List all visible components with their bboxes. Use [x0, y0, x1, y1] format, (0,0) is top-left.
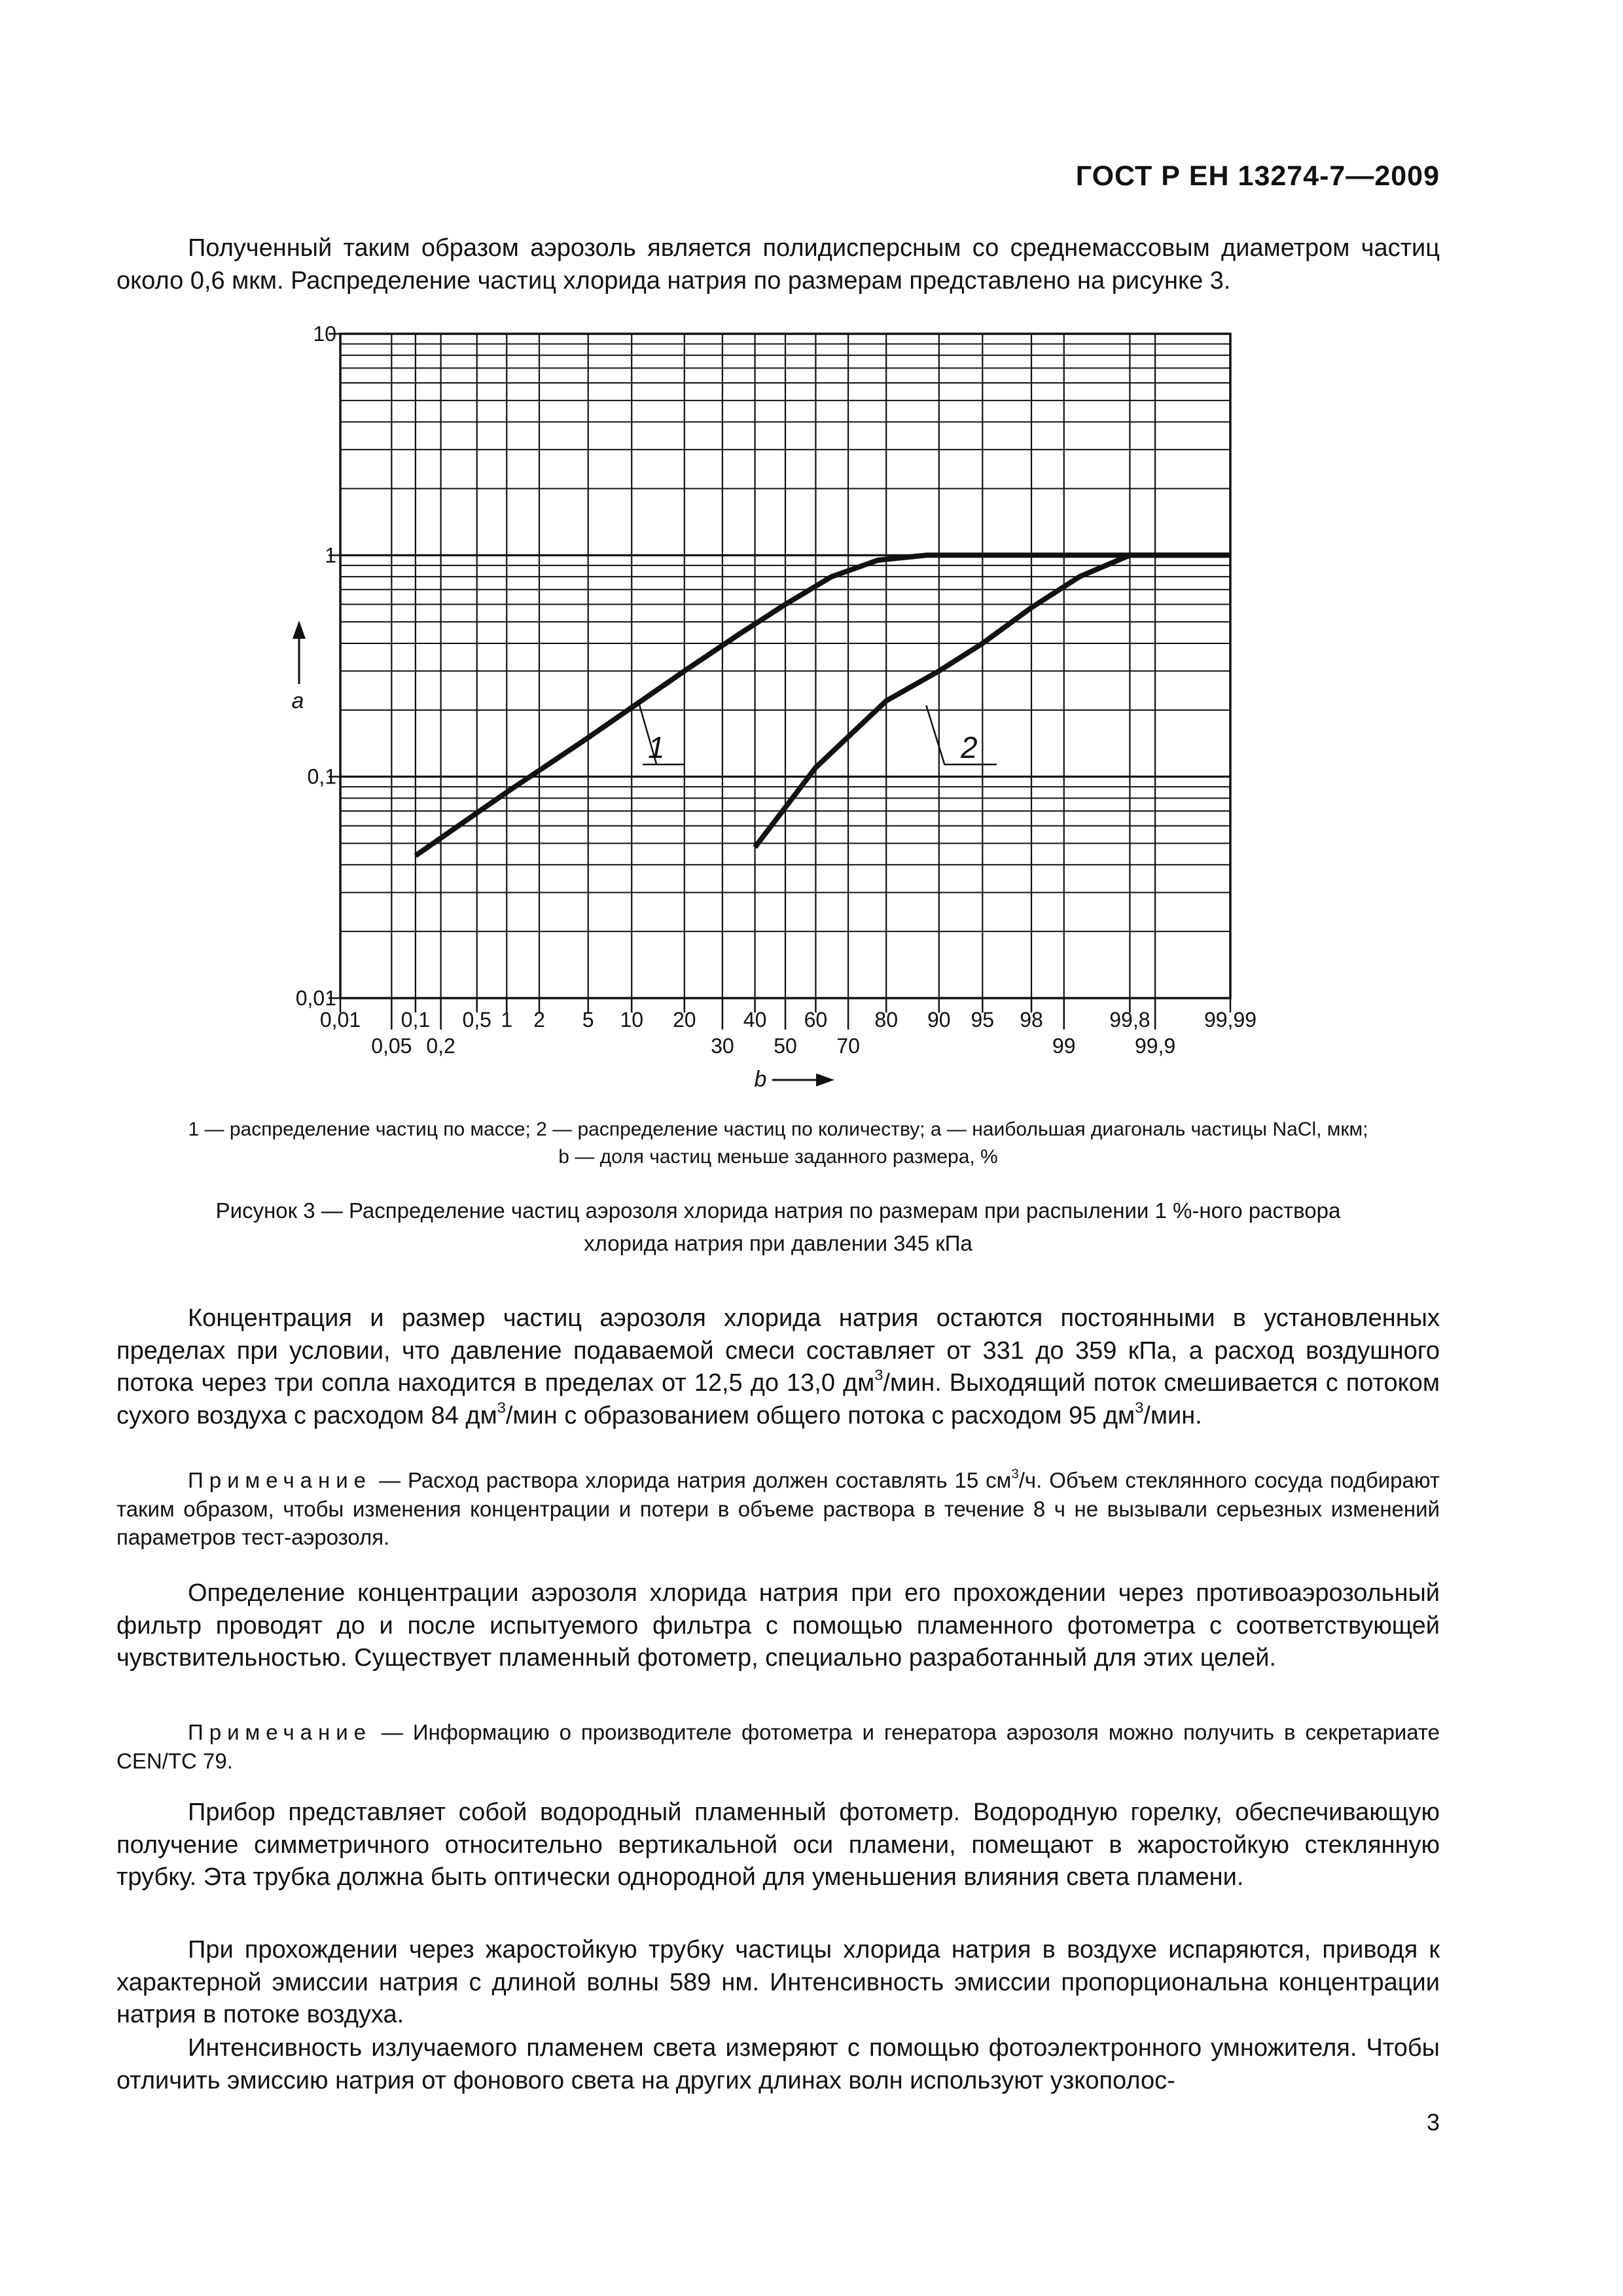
- x-axis-arrow-head: [816, 1073, 834, 1086]
- x-tick-label: 99,99: [1204, 1008, 1257, 1031]
- x-tick-label: 2: [533, 1008, 545, 1031]
- x-axis-label: b: [754, 1067, 767, 1092]
- x-tick-label: 70: [836, 1034, 860, 1058]
- note1-text-2: /ч. Объем стеклянного сосуда подбирают таким образом, чтобы изменения концентрации и потери в объеме раствора в течение 8 ч не вызывали серьезных изменений параметров тест-аэрозоля.: [116, 1468, 1440, 1549]
- x-tick-label: 90: [927, 1008, 951, 1031]
- figure-legend: [116, 1116, 1440, 1171]
- legend-line-2: b — доля частиц меньше заданного размера, %: [558, 1146, 998, 1168]
- y-tick-label: 1: [325, 543, 336, 567]
- x-tick-label: 0,5: [462, 1008, 491, 1031]
- concentration-sup-3: 3: [1135, 1399, 1144, 1416]
- x-tick-label: 40: [743, 1008, 767, 1031]
- particle-size-distribution-chart: [0, 0, 1623, 1113]
- curve-2-label: 2: [961, 730, 978, 764]
- x-tick-label: 99: [1052, 1034, 1076, 1058]
- paragraph-concentration: [116, 1302, 1440, 1432]
- concentration-text-2: /мин. Выходящий поток смешивается с потоком сухого воздуха с расходом 84 дм: [116, 1369, 1440, 1429]
- note-label: Примечание: [188, 1720, 372, 1744]
- note-solution-flow: [116, 1466, 1440, 1552]
- concentration-sup-1: 3: [874, 1366, 883, 1384]
- caption-line-1: Рисунок 3 — Распределение частиц аэрозоля хлорида натрия по размерам при распылении 1 %-ного раствора: [215, 1198, 1341, 1223]
- page-number: 3: [1426, 2109, 1440, 2136]
- paragraph-intensity: Интенсивность излучаемого пламенем света измеряют с помощью фотоэлектронного умножителя. Чтобы отличить эмиссию натрия от фонового света на других длинах волн используют узкополос-: [116, 2034, 1440, 2094]
- legend-line-1: 1 — распределение частиц по массе; 2 — распределение частиц по количеству; a — наибольшая диагональ частицы NaCl, мкм;: [188, 1119, 1368, 1140]
- concentration-text-4: /мин.: [1143, 1401, 1202, 1429]
- chart-grid: [329, 334, 1230, 1030]
- x-tick-label: 95: [971, 1008, 995, 1031]
- note-label: Примечание: [188, 1468, 372, 1492]
- x-tick-label: 1: [501, 1008, 513, 1031]
- note1-sup: 3: [1011, 1466, 1019, 1482]
- document-header: ГОСТ Р ЕН 13274-7—2009: [1075, 160, 1440, 192]
- curve-series-2: [755, 555, 1230, 847]
- caption-line-2: хлорида натрия при давлении 345 кПа: [584, 1231, 972, 1255]
- note2-text: — Информацию о производителе фотометра и генератора аэрозоля можно получить в секретариате CEN/TC 79.: [116, 1720, 1440, 1773]
- x-tick-label: 30: [711, 1034, 734, 1058]
- note-manufacturer: [116, 1718, 1440, 1775]
- paragraph-intro: Полученный таким образом аэрозоль является полидисперсным со среднемассовым диаметром частиц около 0,6 мкм. Распределение частиц хлорида натрия по размерам представлено на рисунке 3.: [116, 234, 1440, 295]
- note1-text-1: — Расход раствора хлорида натрия должен составлять 15 см: [372, 1468, 1012, 1492]
- x-tick-label: 0,1: [401, 1008, 431, 1031]
- x-tick-label: 0,2: [426, 1034, 455, 1058]
- x-tick-label: 10: [620, 1008, 643, 1031]
- y-axis-label: a: [291, 689, 304, 713]
- curve-1-label: 1: [648, 730, 665, 764]
- y-tick-label: 0,1: [307, 764, 336, 789]
- x-tick-label: 0,01: [319, 1008, 361, 1031]
- concentration-text-3: /мин с образованием общего потока с расходом 95 дм: [505, 1401, 1135, 1429]
- x-tick-label: 0,05: [371, 1034, 412, 1058]
- figure-caption: [116, 1194, 1440, 1260]
- y-tick-label: 0,01: [295, 986, 336, 1010]
- x-tick-label: 50: [774, 1034, 797, 1058]
- paragraph-device: Прибор представляет собой водородный пламенный фотометр. Водородную горелку, обеспечивающую получение симметричного относительно вертикальной оси пламени, помещают в жаростойкую стеклянную трубку. Эта трубка должна быть оптически однородной для уменьшения влияния света пламени.: [116, 1799, 1440, 1891]
- x-tick-label: 98: [1020, 1008, 1043, 1031]
- y-axis-arrow-head: [293, 620, 306, 639]
- x-tick-label: 20: [672, 1008, 696, 1031]
- x-tick-label: 5: [582, 1008, 594, 1031]
- chart-tick-labels: [296, 322, 1257, 1058]
- paragraph-passage: При прохождении через жаростойкую трубку частицы хлорида натрия в воздухе испаряются, приводя к характерной эмиссии натрия с длиной волны 589 нм. Интенсивность эмиссии пропорциональна концентрации натрия в потоке воздуха.: [116, 1936, 1440, 2028]
- x-tick-label: 60: [804, 1008, 828, 1031]
- concentration-sup-2: 3: [497, 1399, 506, 1416]
- x-tick-label: 80: [874, 1008, 899, 1031]
- x-tick-label: 99,9: [1134, 1034, 1176, 1058]
- y-tick-label: 10: [313, 322, 336, 346]
- concentration-text-1: Концентрация и размер частиц аэрозоля хлорида натрия остаются постоянными в установленных пределах при условии, что давление подаваемой смеси составляет от 331 до 359 кПа, а расход воздушного потока через три сопла находится в пределах от 12,5 до 13,0 дм: [116, 1304, 1440, 1397]
- paragraph-determination: Определение концентрации аэрозоля хлорида натрия при его прохождении через противоаэрозольный фильтр проводят до и после испытуемого фильтра с помощью пламенного фотометра с соответствующей чувствительностью. Существует пламенный фотометр, специально разработанный для этих целей.: [116, 1579, 1440, 1672]
- x-tick-label: 99,8: [1109, 1008, 1150, 1031]
